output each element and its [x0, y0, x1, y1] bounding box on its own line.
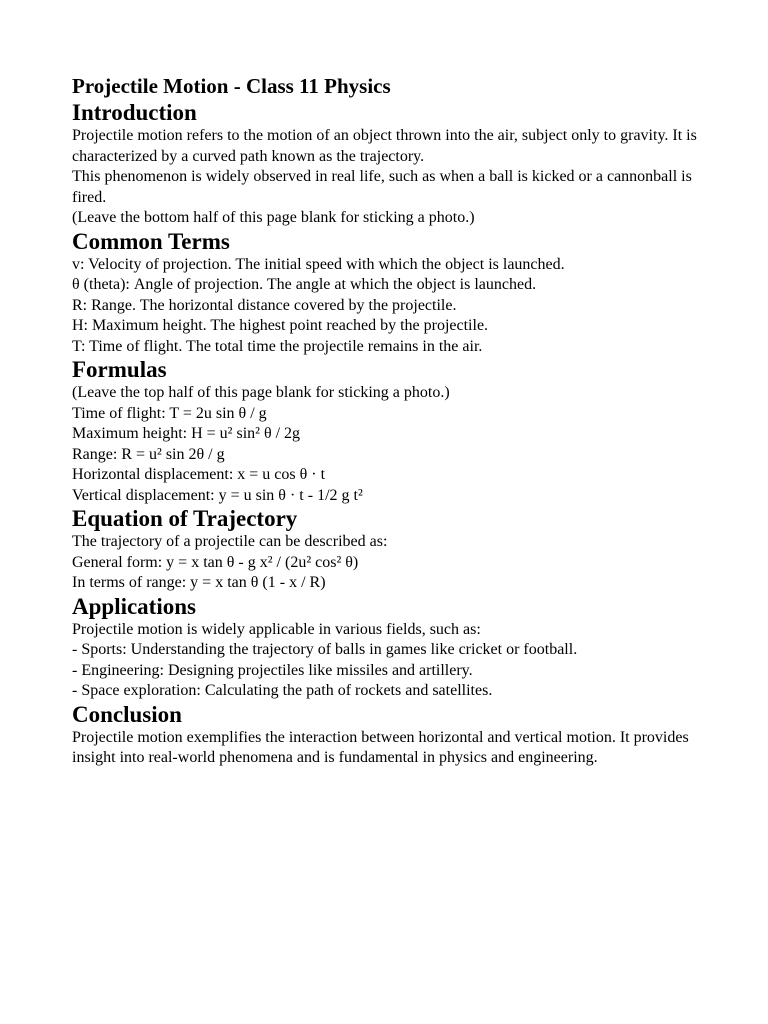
term-line: θ (theta): Angle of projection. The angle at which the object is launched. — [72, 276, 537, 293]
section-heading: Applications — [72, 593, 196, 619]
term-line: R: Range. The horizontal distance covered by the projectile. — [72, 296, 457, 314]
paragraph: Projectile motion refers to the motion of an object thrown into the air, subject only to gravity. It is characterized by a curved path known as the trajectory. — [72, 127, 697, 165]
formula-line: (Leave the top half of this page blank for sticking a photo.) — [72, 384, 450, 401]
formula-line: Time of flight: T = 2u sin θ / g — [72, 404, 267, 422]
section-heading: Formulas — [72, 357, 167, 382]
section-formulas — [72, 357, 698, 506]
paragraph: Projectile motion exemplifies the interaction between horizontal and vertical motion. It provides insight into real-world phenomena and is fundamental in physics and engineering. — [72, 728, 689, 766]
application-line: - Sports: Understanding the trajectory of balls in games like cricket or football. — [72, 641, 578, 658]
formula-line: Horizontal displacement: x = u cos θ · t — [72, 466, 326, 483]
equation-line: The trajectory of a projectile can be described as: — [72, 533, 388, 550]
term-line: T: Time of flight. The total time the projectile remains in the air. — [72, 337, 483, 355]
equation-line: General form: y = x tan θ - g x² / (2u² cos² θ) — [72, 553, 359, 571]
formula-line: Range: R = u² sin 2θ / g — [72, 445, 225, 463]
formula-line: Maximum height: H = u² sin² θ / 2g — [72, 425, 301, 442]
document-title: Projectile Motion - Class 11 Physics — [72, 74, 391, 98]
section-applications — [72, 594, 698, 702]
term-line: H: Maximum height. The highest point reached by the projectile. — [72, 317, 489, 334]
section-heading: Introduction — [72, 100, 197, 125]
formula-line: Vertical displacement: y = u sin θ · t - 1/2 g t² — [72, 486, 363, 504]
paragraph: (Leave the bottom half of this page blank for sticking a photo.) — [72, 209, 475, 226]
section-introduction — [72, 100, 698, 229]
paragraph: This phenomenon is widely observed in real life, such as when a ball is kicked or a cannonball is fired. — [72, 168, 692, 206]
term-line: v: Velocity of projection. The initial speed with which the object is launched. — [72, 255, 565, 273]
equation-line: In terms of range: y = x tan θ (1 - x / R) — [72, 574, 326, 591]
section-heading: Conclusion — [72, 701, 182, 727]
section-heading: Equation of Trajectory — [72, 506, 298, 531]
application-line: Projectile motion is widely applicable in various fields, such as: — [72, 620, 481, 638]
section-equation-of-trajectory — [72, 506, 698, 594]
section-conclusion — [72, 702, 698, 769]
section-heading: Common Terms — [72, 228, 230, 254]
application-line: - Space exploration: Calculating the path of rockets and satellites. — [72, 682, 493, 699]
section-common-terms — [72, 229, 698, 358]
application-line: - Engineering: Designing projectiles like missiles and artillery. — [72, 661, 473, 679]
